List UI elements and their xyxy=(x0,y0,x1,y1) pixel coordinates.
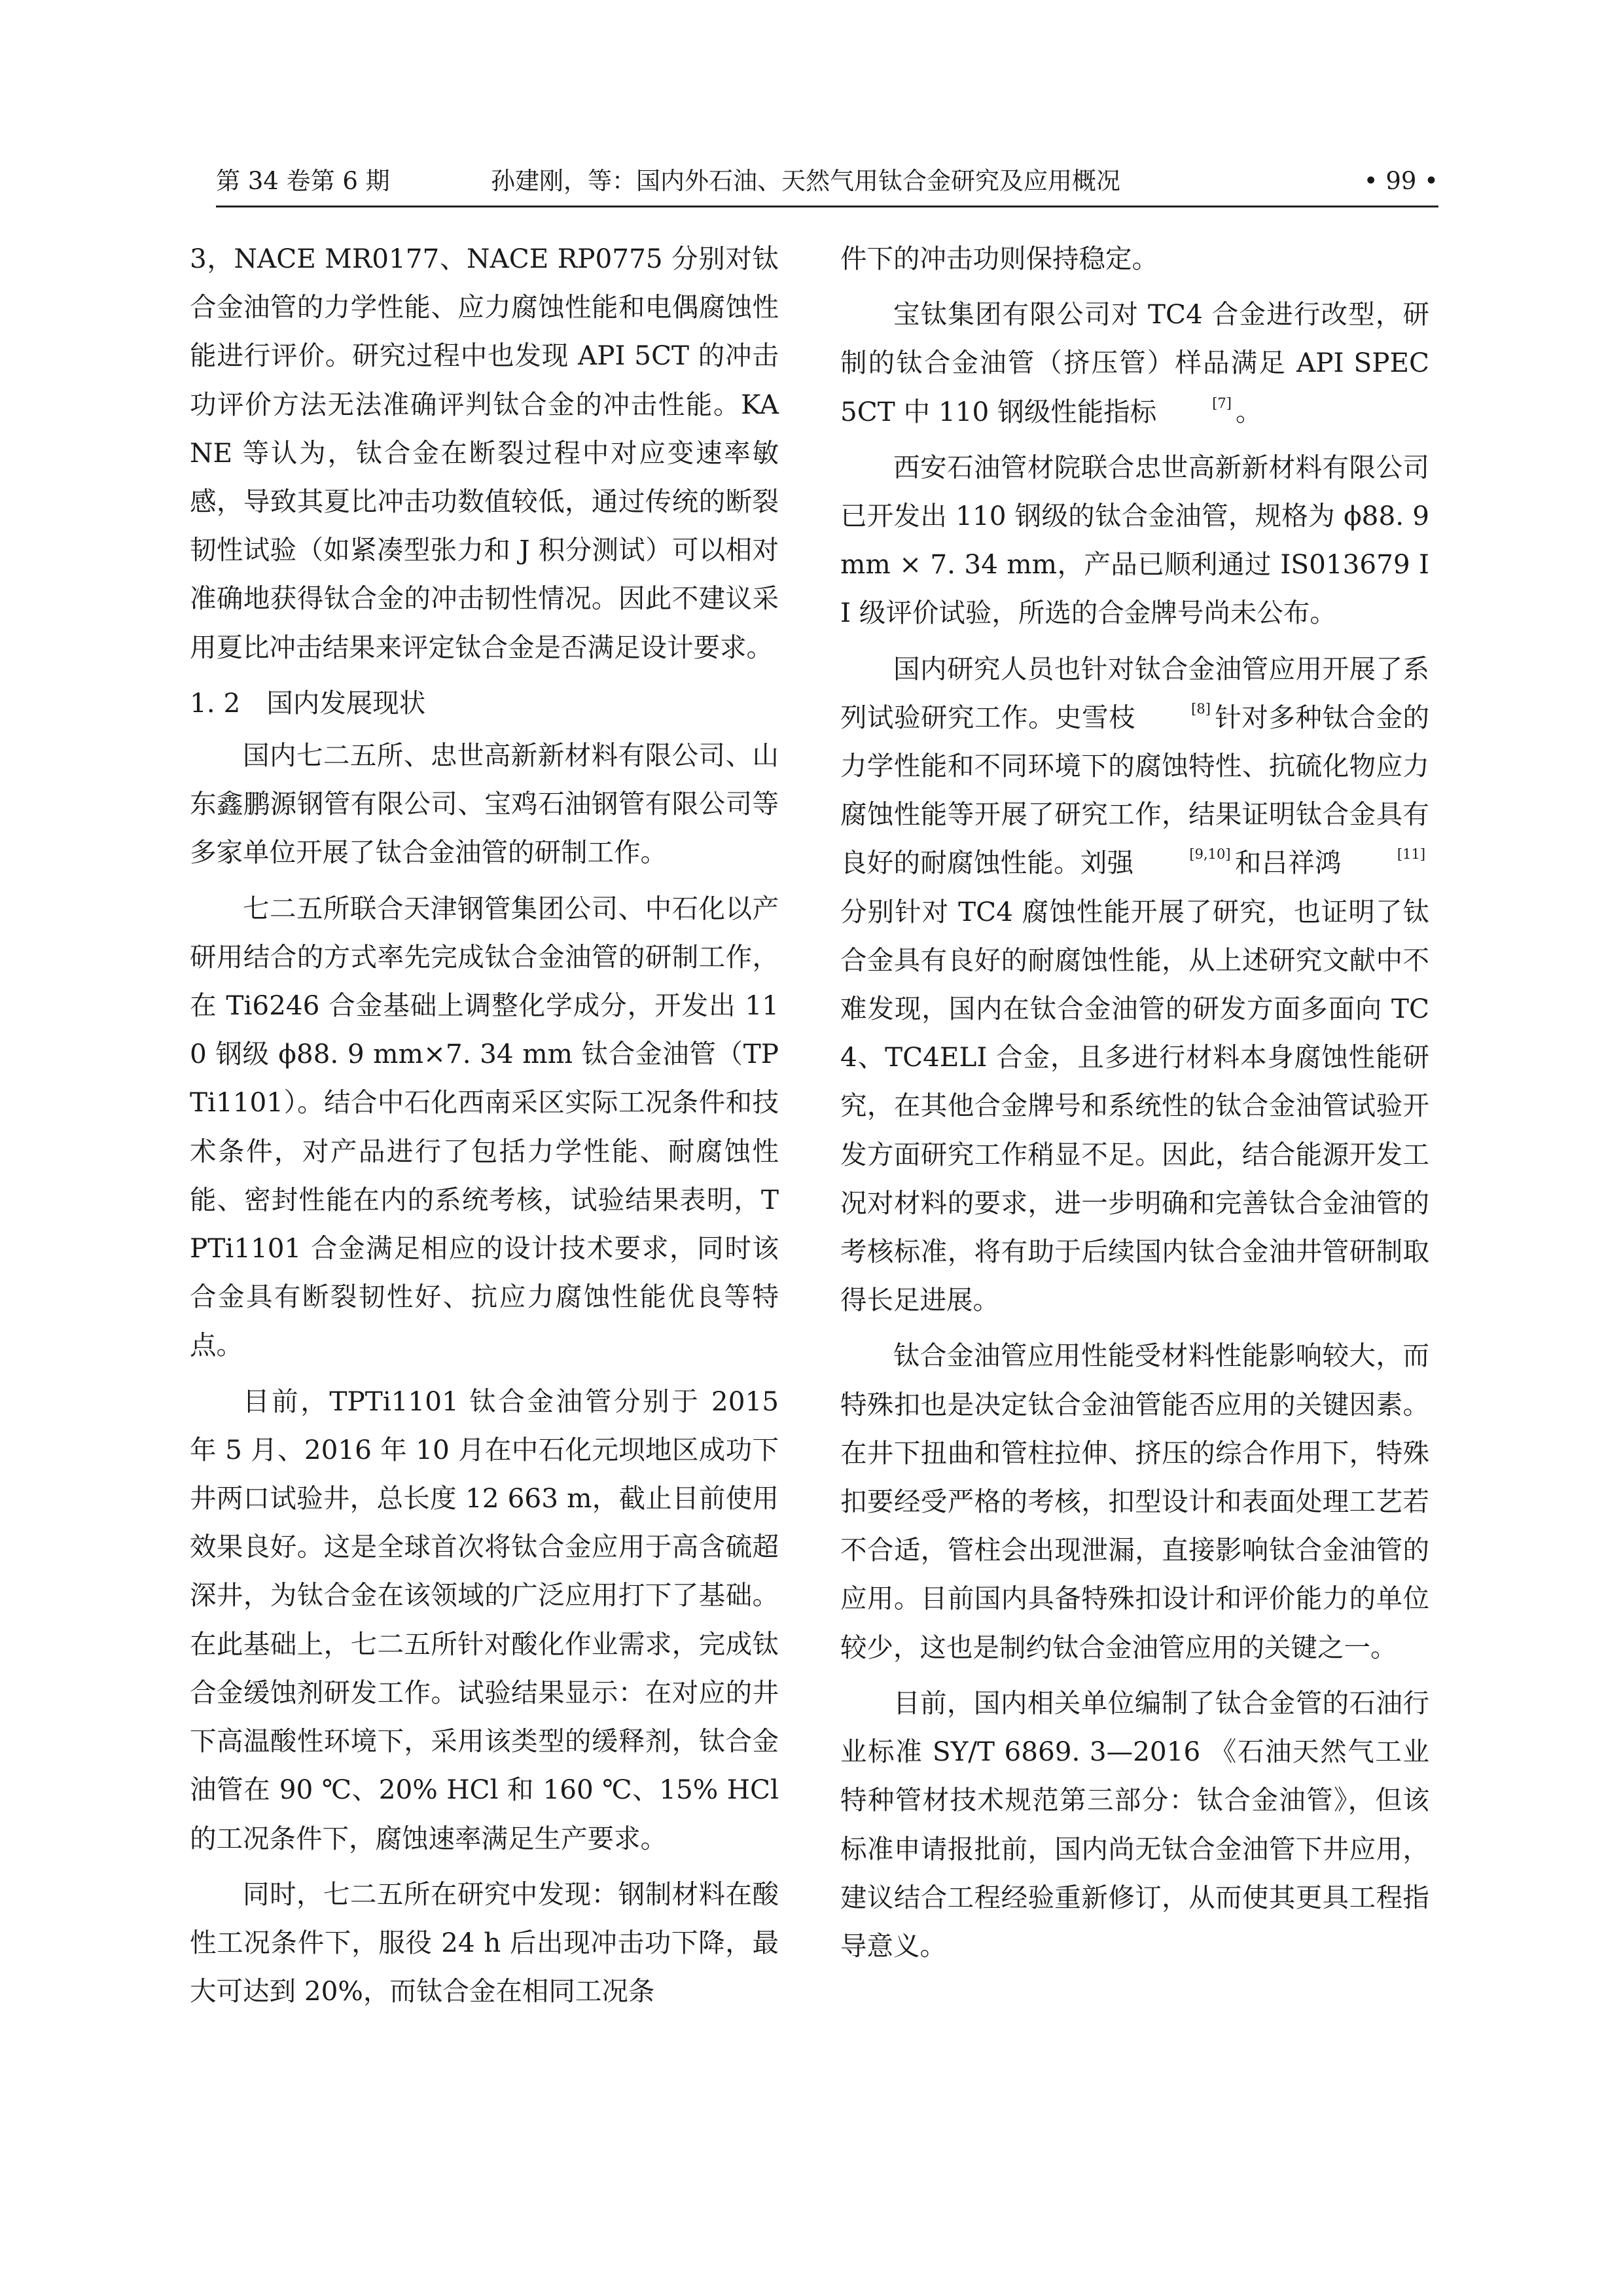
paragraph: 目前，TPTi1101 钛合金油管分别于 2015 年 5 月、2016 年 10 月在中石化元坝地区成功下井两口试验井，总长度 12 663 m，截止目前使用效果良好。这是全球首次将钛合金应用于高含硫超深井，为钛合金在该领域的广泛应用打下了基础。在此基础上，七二五所针对酸化作业需求，完成钛合金缓蚀剂研发工作。试验结果显示：在对应的井下高温酸性环境下，采用该类型的缓释剂，钛合金油管在 90 ℃、20% HCl 和 160 ℃、15% HCl 的工况条件下，腐蚀速率满足生产要求。 xyxy=(190,1385,779,1854)
journal-volume-issue: 第 34 卷第 6 期 xyxy=(216,167,390,195)
page-number: • 99 • xyxy=(1363,167,1438,195)
paragraph: 西安石油管材院联合忠世高新新材料有限公司已开发出 110 钢级的钛合金油管，规格为 ϕ88. 9 mm × 7. 34 mm，产品已顺利通过 IS013679 II 级评价试验，所选的合金牌号尚未公布。 xyxy=(840,451,1429,629)
paragraph-text: 分别针对 TC4 腐蚀性能开展了研究，也证明了钛合金具有良好的耐腐蚀性能，从上述研究文献中不难发现，国内在钛合金油管的研发方面多面向 TC4、TC4ELI 合金，且多进行材料本身腐蚀性能研究，在其他合金牌号和系统性的钛合金油管试验开发方面研究工作稍显不足。因此，结合能源开发工况对材料的要求，进一步明确和完善钛合金油管的考核标准，将有助于后续国内钛合金油井管研制取得长足进展。 xyxy=(840,895,1429,1316)
paragraph: 同时，七二五所在研究中发现：钢制材料在酸性工况条件下，服役 24 h 后出现冲击功下降，最大可达到 20%，而钛合金在相同工况条 xyxy=(190,1878,779,2007)
citation-ref[interactable]: [9,10] xyxy=(1189,846,1231,863)
paragraph-text: 宝钛集团有限公司对 TC4 合金进行改型，研制的钛合金油管（挤压管）样品满足 API SPEC 5CT 中 110 钢级性能指标 xyxy=(840,298,1429,427)
running-header xyxy=(216,162,1438,207)
paragraph: 钛合金油管应用性能受材料性能影响较大，而特殊扣也是决定钛合金油管能否应用的关键因素。在井下扭曲和管柱拉伸、挤压的综合作用下，特殊扣要经受严格的考核，扣型设计和表面处理工艺若不合适，管柱会出现泄漏，直接影响钛合金油管的应用。目前国内具备特殊扣设计和评价能力的单位较少，这也是制约钛合金油管应用的关键之一。 xyxy=(840,1340,1429,1663)
paragraph-text: 针对多种钛合金的力学性能和不同环境下的腐蚀特性、抗硫化物应力腐蚀性能等开展了研究工作，结果证明钛合金具有良好的耐腐蚀性能。刘强 xyxy=(840,701,1430,879)
citation-ref[interactable]: [7] xyxy=(1212,395,1232,411)
section-title: 国内发展现状 xyxy=(266,687,426,719)
section-heading xyxy=(190,679,779,727)
left-column xyxy=(190,234,779,2022)
citation-ref[interactable]: [8] xyxy=(1191,700,1211,717)
paragraph: 国内七二五所、忠世高新新材料有限公司、山东鑫鹏源钢管有限公司、宝鸡石油钢管有限公司等多家单位开展了钛合金油管的研制工作。 xyxy=(190,740,779,869)
paragraph-text: 国内研究人员也针对钛合金油管应用开展了系列试验研究工作。史雪枝 xyxy=(840,653,1429,733)
paragraph-text: 。 xyxy=(1235,395,1262,427)
article-running-title: 孙建刚，等：国内外石油、天然气用钛合金研究及应用概况 xyxy=(491,167,1120,195)
section-number: 1. 2 xyxy=(190,687,241,719)
paragraph-text: 和吕祥鸿 xyxy=(1234,847,1342,879)
paragraph: 目前，国内相关单位编制了钛合金管的石油行业标准 SY/T 6869. 3—2016 《石油天然气工业特种管材技术规范第三部分：钛合金油管》，但该标准申请报批前，国内尚无钛合金油管下井应用，建议结合工程经验重新修订，从而使其更具工程指导意义。 xyxy=(840,1687,1429,1962)
paragraph xyxy=(840,290,1429,436)
paragraph: 件下的冲击功则保持稳定。 xyxy=(840,243,1158,274)
citation-ref[interactable]: [11] xyxy=(1397,846,1426,863)
paragraph xyxy=(840,645,1429,1325)
paragraph: 七二五所联合天津钢管集团公司、中石化以产研用结合的方式率先完成钛合金油管的研制工作，在 Ti6246 合金基础上调整化学成分，开发出 110 钢级 ϕ88. 9 mm×7. 34 mm 钛合金油管（TPTi1101）。结合中石化西南采区实际工况条件和技术条件，对产品进行了包括力学性能、耐腐蚀性能、密封性能在内的系统考核，试验结果表明，TPTi1101 合金满足相应的设计技术要求，同时该合金具有断裂韧性好、抗应力腐蚀性能优良等特点。 xyxy=(190,892,779,1361)
paragraph: 3，NACE MR0177、NACE RP0775 分别对钛合金油管的力学性能、应力腐蚀性能和电偶腐蚀性能进行评价。研究过程中也发现 API 5CT 的冲击功评价方法无法准确评判钛合金的冲击性能。KANE 等认为，钛合金在断裂过程中对应变速率敏感，导致其夏比冲击功数值较低，通过传统的断裂韧性试验（如紧凑型张力和 J 积分测试）可以相对准确地获得钛合金的冲击韧性情况。因此不建议采用夏比冲击结果来评定钛合金是否满足设计要求。 xyxy=(190,243,779,663)
right-column xyxy=(840,234,1429,1977)
